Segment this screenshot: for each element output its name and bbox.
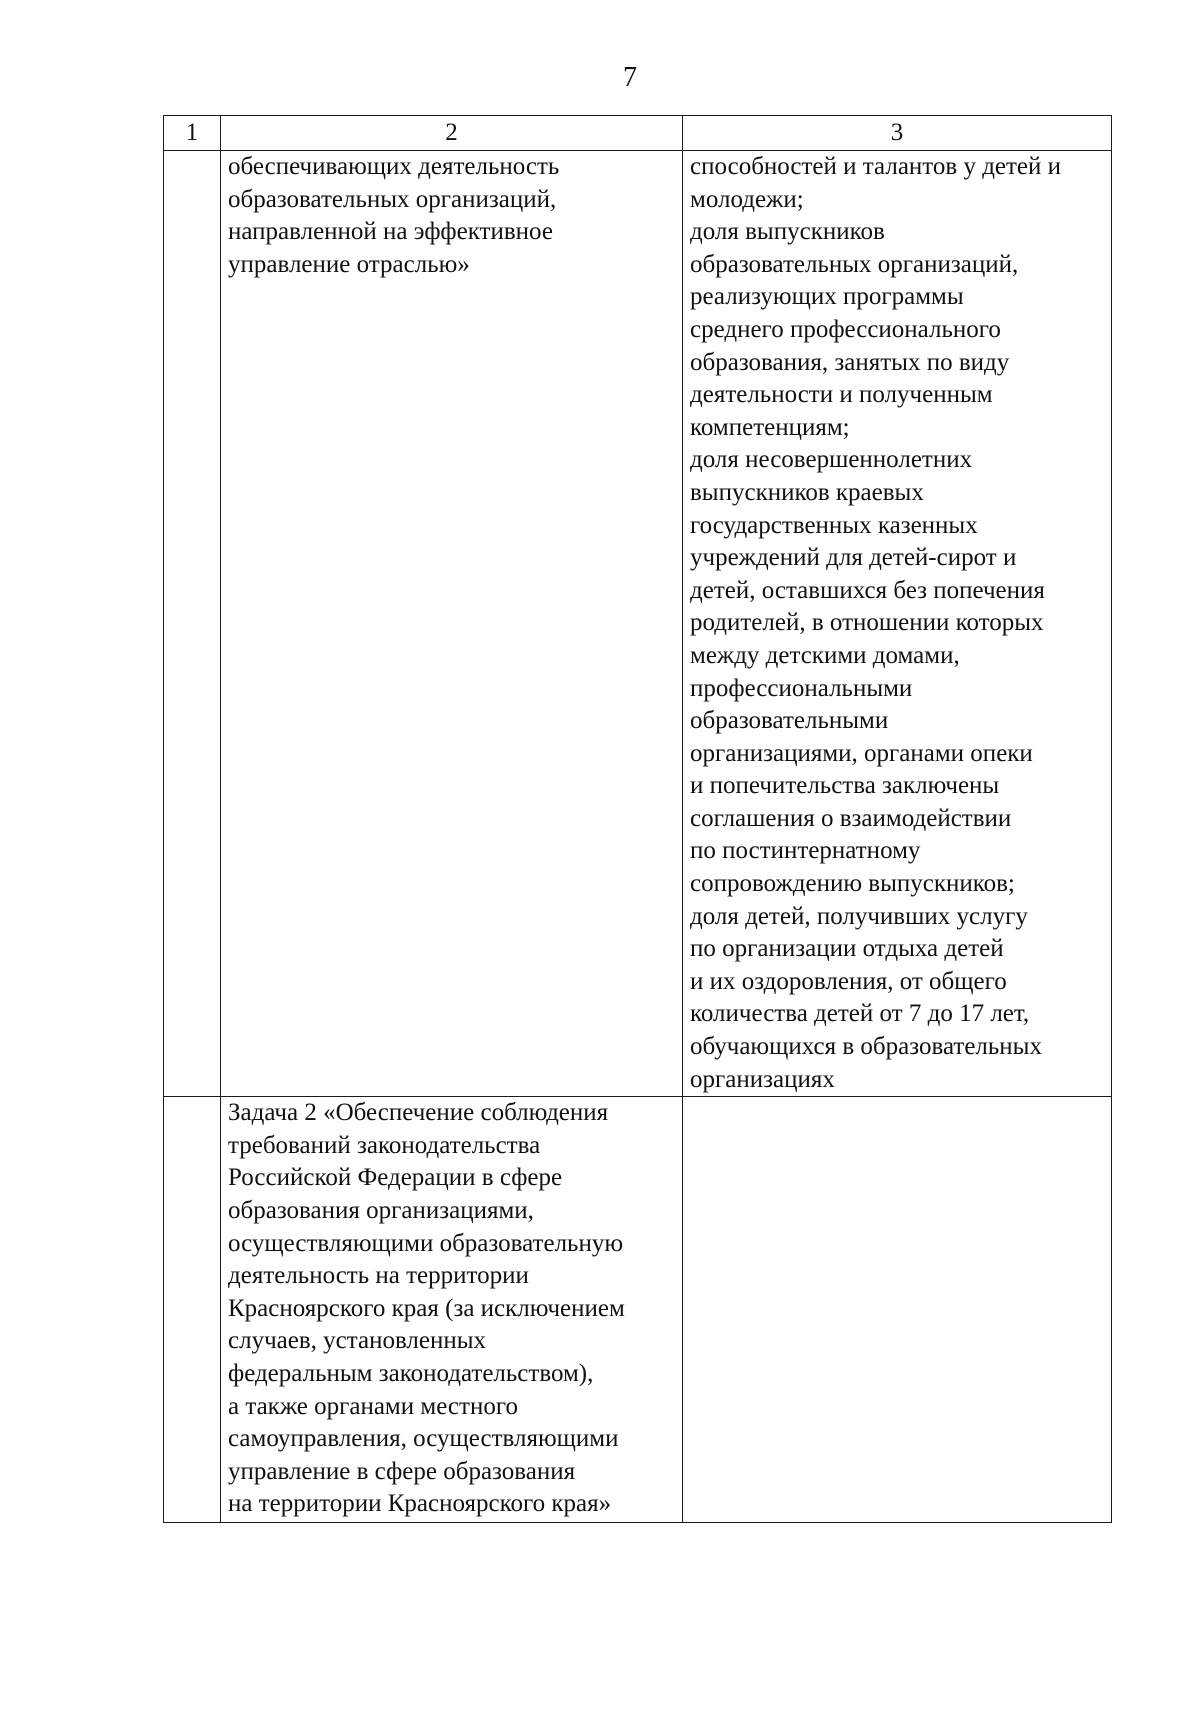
cell-text-line: самоуправления, осуществляющими (228, 1425, 619, 1453)
cell-text-line: деятельности и полученным (690, 381, 993, 409)
cell-text-line: учреждений для детей-сирот и (690, 544, 1017, 572)
cell-text-line: соглашения о взаимодействии (690, 804, 1012, 832)
cell-text-line: молодежи; (690, 185, 804, 213)
cell-text-line: требований законодательства (228, 1131, 541, 1159)
row-2-col-2 (221, 1097, 683, 1523)
cell-text-line: федеральным законодательством), (228, 1359, 594, 1387)
cell-text-line: доля выпускников (690, 218, 885, 246)
cell-text-line: на территории Красноярского края» (228, 1490, 612, 1518)
cell-text-line: образовательных организаций, (228, 185, 557, 213)
cell-text-line: осуществляющими образовательную (228, 1229, 624, 1257)
table-row (164, 151, 1112, 1097)
cell-text-line: Красноярского края (за исключением (228, 1294, 625, 1322)
row-2-col-1 (164, 1097, 221, 1523)
header-cell-3: 3 (683, 116, 1112, 151)
page-number: 7 (623, 62, 637, 93)
indicators-table (163, 115, 1112, 1523)
cell-text-line: организациями, органами опеки (690, 739, 1033, 767)
cell-text-line: количества детей от 7 до 17 лет, (690, 1000, 1030, 1028)
table-header-row (164, 116, 1112, 151)
cell-text-line: профессиональными (690, 674, 913, 702)
cell-text-line: организациях (690, 1065, 835, 1093)
row-1-col-2 (221, 151, 683, 1097)
row-1-col-1 (164, 151, 221, 1097)
table-row (164, 1097, 1112, 1523)
cell-text-line: реализующих программы (690, 283, 964, 311)
cell-text-line: образовательных организаций, (690, 250, 1019, 278)
cell-text-line: деятельность на территории (228, 1262, 529, 1290)
row-1-col-3 (683, 151, 1112, 1097)
cell-text-line: обучающихся в образовательных (690, 1033, 1042, 1061)
cell-text-line: государственных казенных (690, 511, 978, 539)
cell-text-line: управление в сфере образования (228, 1457, 576, 1485)
cell-text-line: Задача 2 «Обеспечение соблюдения (228, 1099, 609, 1127)
cell-text-line: обеспечивающих деятельность (228, 153, 560, 180)
row-2-col-3 (683, 1097, 1112, 1523)
cell-text-line: среднего профессионального (690, 315, 1001, 343)
cell-text-line: сопровождению выпускников; (690, 870, 1015, 898)
cell-text-line: по постинтернатному (690, 837, 921, 865)
cell-text-line: Российской Федерации в сфере (228, 1164, 563, 1192)
cell-text-line: а также органами местного (228, 1392, 518, 1420)
cell-text-line: по организации отдыха детей (690, 935, 1004, 963)
cell-text-line: между детскими домами, (690, 641, 960, 669)
cell-text-line: выпускников краевых (690, 478, 924, 506)
cell-text-line: доля несовершеннолетних (690, 446, 973, 474)
cell-text-line: образования организациями, (228, 1197, 534, 1224)
cell-text-line: направленной на эффективное (228, 218, 553, 246)
cell-text-line: и попечительства заключены (690, 772, 1000, 800)
cell-text-line: образования, занятых по виду (690, 348, 1010, 376)
header-cell-2: 2 (221, 116, 683, 151)
cell-text-line: образовательными (690, 707, 889, 735)
cell-text-line: родителей, в отношении которых (690, 609, 1044, 637)
cell-text-line: способностей и талантов у детей и (690, 153, 1062, 180)
cell-text-line: доля детей, получивших услугу (690, 902, 1028, 930)
cell-text-line: и их оздоровления, от общего (690, 967, 1007, 995)
cell-text-line: случаев, установленных (228, 1327, 487, 1355)
header-cell-1: 1 (164, 116, 221, 151)
cell-text-line: детей, оставшихся без попечения (690, 576, 1045, 604)
cell-text-line: компетенциям; (690, 413, 850, 441)
cell-text-line: управление отраслью» (228, 250, 470, 278)
